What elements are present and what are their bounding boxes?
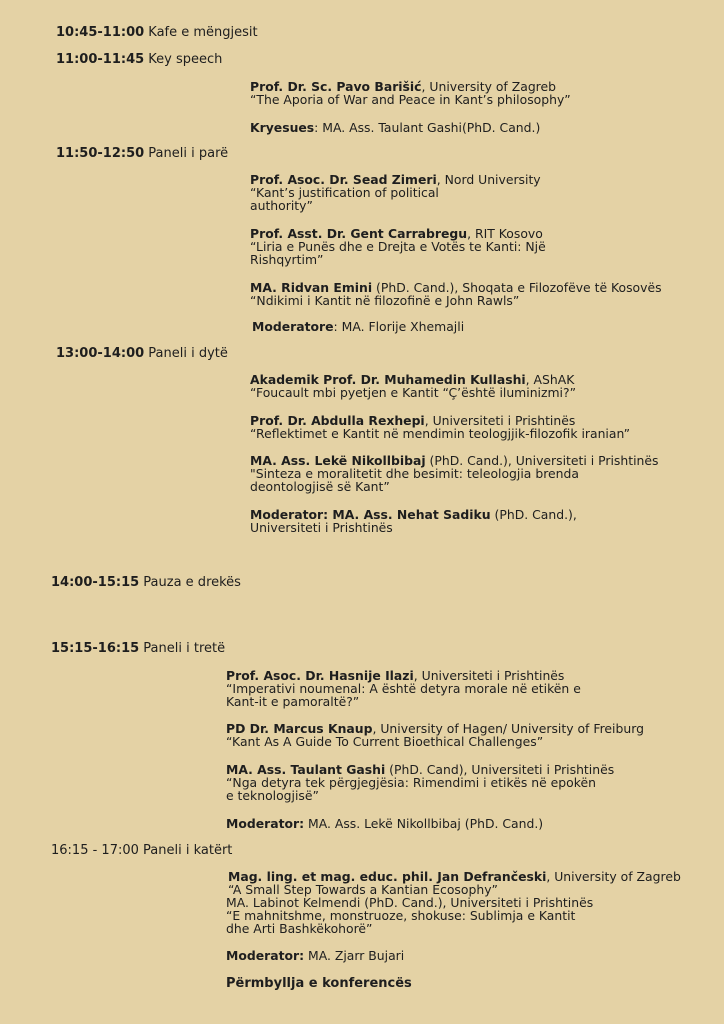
talk-title: Rishqyrtim” — [250, 252, 324, 267]
speaker-affiliation: , University of Zagreb — [546, 869, 681, 884]
slot-key-speech — [56, 52, 222, 67]
talk-title: authority” — [250, 198, 313, 213]
panel4-speaker-1 — [228, 870, 681, 896]
speaker-name: Prof. Dr. Abdulla Rexhepi — [250, 413, 425, 428]
speaker-name: Prof. Dr. Sc. Pavo Barišić — [250, 79, 422, 94]
talk-title: “The Aporia of War and Peace in Kant’s philosophy” — [250, 92, 571, 107]
moderator-role: Moderatore — [252, 319, 334, 334]
speaker-affiliation: (PhD. Cand.), Universiteti i Prishtinës — [425, 453, 659, 468]
talk-title: “A Small Step Towards a Kantian Ecosophy” — [228, 882, 498, 897]
speaker-affiliation: , Nord University — [436, 172, 541, 187]
panel4-speaker-2 — [226, 896, 593, 935]
talk-title: e teknologjisë” — [226, 788, 319, 803]
key-speech-chair — [250, 121, 540, 134]
speaker-name: Prof. Asoc. Dr. Hasnije Ilazi — [226, 668, 414, 683]
slot-time: 11:00-11:45 — [56, 52, 145, 67]
slot-time: 10:45-11:00 — [56, 25, 145, 40]
talk-title: Kant-it e pamoraltë?” — [226, 694, 360, 709]
speaker-affiliation: (PhD. Cand), Universiteti i Prishtinës — [385, 762, 615, 777]
slot-breakfast — [56, 25, 258, 40]
slot-label: Paneli i katërt — [143, 843, 233, 858]
panel3-speaker-2 — [226, 722, 644, 748]
talk-title: “Nga detyra tek përgjegjësia: Rimendimi i etikës në epokën — [226, 775, 596, 790]
panel1-moderator — [252, 320, 464, 333]
moderator-name: : MA. Florije Xhemajli — [333, 319, 465, 334]
speaker-affiliation: , University of Hagen/ University of Freiburg — [372, 721, 644, 736]
speaker-affiliation: (PhD. Cand.), Shoqata e Filozofëve të Kosovës — [372, 280, 662, 295]
panel2-speaker-2 — [250, 414, 630, 440]
slot-panel-1 — [56, 146, 228, 161]
conference-closing: Përmbyllja e konferencës — [226, 976, 412, 991]
talk-title: “Reflektimet e Kantit në mendimin teologjjik-filozofik iranian” — [250, 426, 631, 441]
panel2-moderator — [250, 508, 577, 534]
moderator-role: Moderator: MA. Ass. Nehat Sadiku — [250, 507, 491, 522]
panel3-moderator — [226, 817, 543, 830]
panel1-speaker-2 — [250, 227, 546, 266]
slot-time: 11:50-12:50 — [56, 146, 145, 161]
slot-time: 16:15 - 17:00 — [51, 843, 139, 858]
slot-panel-3 — [51, 641, 225, 656]
slot-label: Paneli i parë — [148, 146, 229, 161]
speaker-affiliation: , AShAK — [525, 372, 575, 387]
moderator-role: Moderator: — [226, 816, 305, 831]
talk-title: “Kant’s justification of political — [250, 185, 439, 200]
slot-label: Paneli i dytë — [148, 346, 228, 361]
slot-label: Key speech — [148, 52, 223, 67]
slot-time: 13:00-14:00 — [56, 346, 145, 361]
talk-title: "Sinteza e moralitetit dhe besimit: teleologjia brenda — [250, 466, 579, 481]
panel2-speaker-3 — [250, 454, 658, 493]
panel3-speaker-3 — [226, 763, 614, 802]
panel1-speaker-3 — [250, 281, 662, 307]
talk-title: “Imperativi noumenal: A është detyra morale në etikën e — [226, 681, 581, 696]
panel3-speaker-1 — [226, 669, 581, 708]
talk-title: “E mahnitshme, monstruoze, shokuse: Sublimja e Kantit — [226, 908, 576, 923]
speaker-affiliation: , RIT Kosovo — [467, 226, 543, 241]
slot-panel-2 — [56, 346, 228, 361]
panel2-speaker-1 — [250, 373, 576, 399]
talk-title: “Ndikimi i Kantit në filozofinë e John Rawls” — [250, 293, 520, 308]
slot-lunch — [51, 575, 241, 590]
chair-name: : MA. Ass. Taulant Gashi(PhD. Cand.) — [314, 120, 541, 135]
slot-panel-4 — [51, 843, 232, 858]
speaker-name: Mag. ling. et mag. educ. phil. Jan Defrančeski — [228, 869, 547, 884]
chair-role: Kryesues — [250, 120, 315, 135]
moderator-name: (PhD. Cand.), — [490, 507, 577, 522]
moderator-affiliation: Universiteti i Prishtinës — [250, 520, 393, 535]
talk-title: “Kant As A Guide To Current Bioethical Challenges” — [226, 734, 544, 749]
moderator-role: Moderator: — [226, 948, 305, 963]
slot-time: 15:15-16:15 — [51, 641, 140, 656]
slot-label: Paneli i tretë — [143, 641, 226, 656]
speaker-affiliation: , Universiteti i Prishtinës — [424, 413, 576, 428]
speaker-name: Prof. Asoc. Dr. Sead Zimeri — [250, 172, 437, 187]
talk-title: deontologjisë së Kant” — [250, 479, 390, 494]
key-speech-speaker — [250, 80, 571, 106]
speaker-name: PD Dr. Marcus Knaup — [226, 721, 373, 736]
slot-label: Kafe e mëngjesit — [148, 25, 258, 40]
panel1-speaker-1 — [250, 173, 541, 212]
moderator-name: MA. Zjarr Bujari — [304, 948, 405, 963]
slot-time: 14:00-15:15 — [51, 575, 140, 590]
speaker-line: MA. Labinot Kelmendi (PhD. Cand.), Universiteti i Prishtinës — [226, 895, 594, 910]
speaker-name: Akademik Prof. Dr. Muhamedin Kullashi — [250, 372, 526, 387]
speaker-name: MA. Ridvan Emini — [250, 280, 373, 295]
moderator-name: MA. Ass. Lekë Nikollbibaj (PhD. Cand.) — [304, 816, 544, 831]
talk-title: dhe Arti Bashkëkohorë” — [226, 921, 373, 936]
speaker-name: Prof. Asst. Dr. Gent Carrabregu — [250, 226, 468, 241]
speaker-affiliation: , Universiteti i Prishtinës — [413, 668, 565, 683]
talk-title: “Liria e Punës dhe e Drejta e Votës te Kanti: Një — [250, 239, 546, 254]
speaker-name: MA. Ass. Lekë Nikollbibaj — [250, 453, 426, 468]
talk-title: “Foucault mbi pyetjen e Kantit “Ç’është iluminizmi?” — [250, 385, 576, 400]
speaker-affiliation: , University of Zagreb — [421, 79, 556, 94]
speaker-name: MA. Ass. Taulant Gashi — [226, 762, 386, 777]
panel4-moderator — [226, 949, 404, 962]
slot-label: Pauza e drekës — [143, 575, 241, 590]
